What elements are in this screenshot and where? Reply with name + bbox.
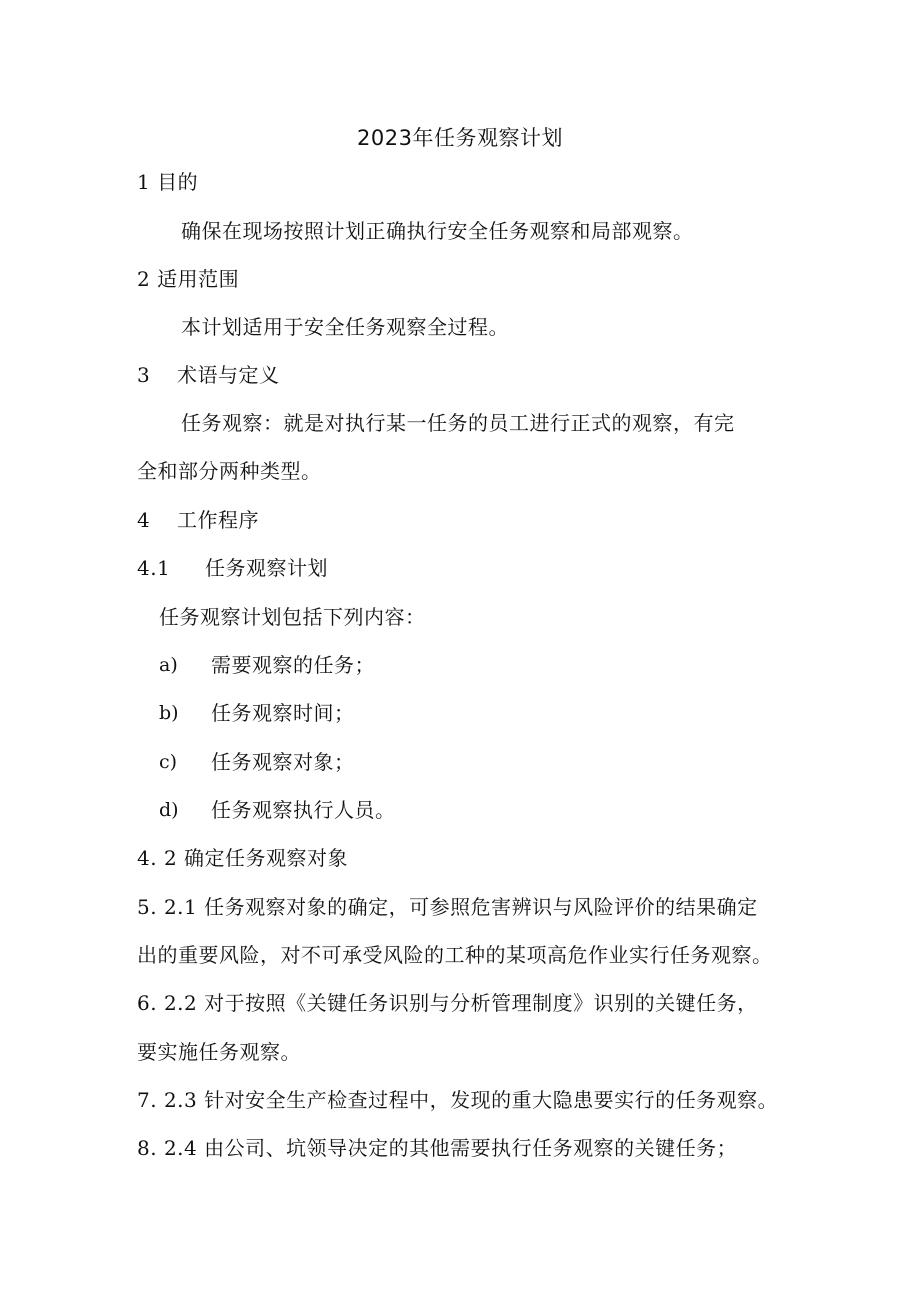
section-4-1-intro: 任务观察计划包括下列内容： <box>159 605 426 629</box>
list-item-letter: b) <box>159 702 179 724</box>
list-item-text: 任务观察对象； <box>211 750 355 774</box>
list-item-text: 任务观察执行人员。 <box>211 798 396 822</box>
section-4-title: 工作程序 <box>177 508 259 532</box>
paragraph-5-line-2: 出的重要风险，对不可承受风险的工种的某项高危作业实行任务观察。 <box>137 943 773 967</box>
section-4-2-heading: 4. 2 确定任务观察对象 <box>137 846 349 870</box>
paragraph-8-line-1: 8. 2.4 由公司、坑领导决定的其他需要执行任务观察的关键任务； <box>137 1136 738 1160</box>
list-item-text: 任务观察时间； <box>211 701 355 725</box>
section-3-heading <box>137 362 280 388</box>
section-3-body-line-2: 全和部分两种类型。 <box>137 459 322 483</box>
document-title: 2023年任务观察计划 <box>357 126 563 150</box>
section-4-1-heading <box>137 555 328 581</box>
section-1-heading: 1 目的 <box>137 170 199 194</box>
paragraph-6-line-1: 6. 2.2 对于按照《关键任务识别与分析管理制度》识别的关键任务， <box>137 991 758 1015</box>
section-3-body-line-1: 任务观察：就是对执行某一任务的员工进行正式的观察，有完 <box>181 411 735 435</box>
section-2-body: 本计划适用于安全任务观察全过程。 <box>181 315 509 339</box>
section-2-heading: 2 适用范围 <box>137 267 240 291</box>
paragraph-6-line-2: 要实施任务观察。 <box>137 1040 301 1064</box>
section-1-body: 确保在现场按照计划正确执行安全任务观察和局部观察。 <box>181 219 694 243</box>
list-item-letter: d) <box>159 799 179 821</box>
paragraph-5-line-1: 5. 2.1 任务观察对象的确定，可参照危害辨识与风险评价的结果确定 <box>137 895 758 919</box>
section-4-1-number: 4.1 <box>137 556 171 580</box>
section-4-number: 4 <box>137 508 151 532</box>
list-item-letter: a) <box>159 654 178 676</box>
section-3-title: 术语与定义 <box>177 363 280 387</box>
list-item-text: 需要观察的任务； <box>211 653 375 677</box>
list-item-letter: c) <box>159 751 178 773</box>
section-3-number: 3 <box>137 363 151 387</box>
section-4-heading <box>137 507 259 533</box>
paragraph-7-line-1: 7. 2.3 针对安全生产检查过程中，发现的重大隐患要实行的任务观察。 <box>137 1088 779 1112</box>
section-4-1-title: 任务观察计划 <box>205 556 328 580</box>
